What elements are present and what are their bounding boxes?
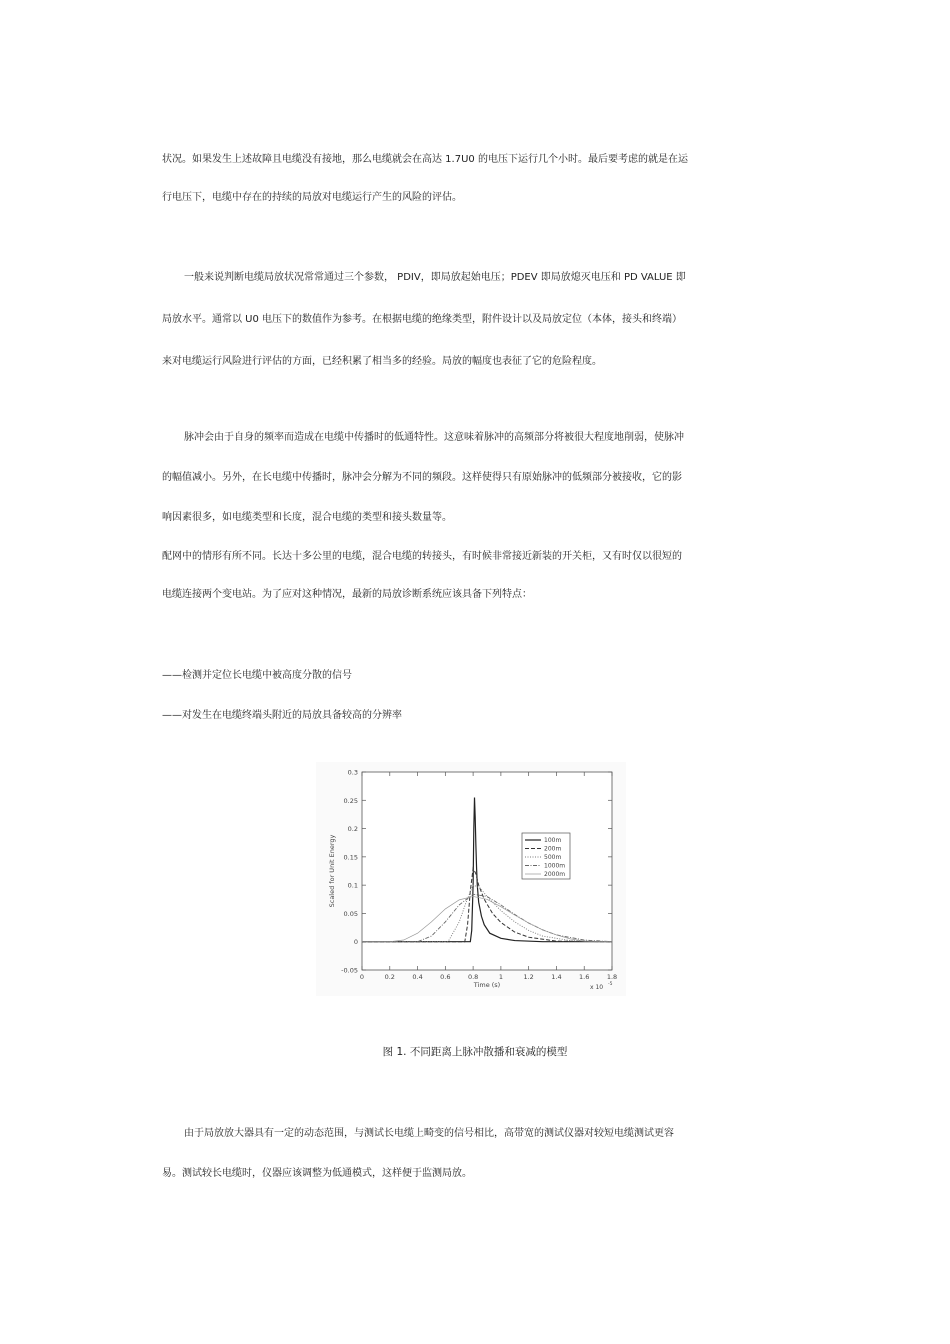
paragraph-line: 脉冲会由于自身的频率而造成在电缆中传播时的低通特性。这意味着脉冲的高频部分将被很大程度地削弱，使脉冲 <box>184 432 684 443</box>
y-tick-label: -0.05 <box>341 966 358 975</box>
x-tick-label: 1.2 <box>523 973 534 981</box>
paragraph-line: 局放水平。通常以 U0 电压下的数值作为参考。在根据电缆的绝缘类型，附件设计以及局放定位（本体，接头和终端） <box>162 314 683 325</box>
figure-pulse-dispersion <box>316 762 626 996</box>
x-tick-label: 1.8 <box>606 973 618 981</box>
legend-label: 1000m <box>544 862 566 870</box>
paragraph-1 <box>162 150 790 226</box>
paragraph-3 <box>162 428 790 548</box>
x-exponent-value: -5 <box>608 982 613 987</box>
paragraph-line: ——检测并定位长电缆中被高度分散的信号 <box>162 670 352 681</box>
y-tick-label: 0.25 <box>343 796 358 805</box>
paragraph-6 <box>162 1124 790 1204</box>
paragraph-5 <box>162 666 790 746</box>
x-exponent-label: x 10 <box>590 984 604 991</box>
legend-label: 2000m <box>544 871 566 879</box>
paragraph-line: 配网中的情形有所不同。长达十多公里的电缆，混合电缆的转接头，有时候非常接近新装的开关柜，又有时仅以很短的 <box>162 551 682 562</box>
paragraph-line: ——对发生在电缆终端头附近的局放具备较高的分辨率 <box>162 710 402 721</box>
paragraph-line: 一般来说判断电缆局放状况常常通过三个参数， PDIV，即局放起始电压；PDEV 即局放熄灭电压和 PD VALUE 即 <box>184 272 686 283</box>
y-tick-label: 0.15 <box>343 853 358 862</box>
paragraph-line: 的幅值减小。另外，在长电缆中传播时，脉冲会分解为不同的频段。这样使得只有原始脉冲的低频部分被接收，它的影 <box>162 472 682 483</box>
y-tick-label: 0.05 <box>343 909 358 918</box>
paragraph-2 <box>162 268 790 394</box>
paragraph-line: 响因素很多，如电缆类型和长度，混合电缆的类型和接头数量等。 <box>162 512 452 523</box>
paragraph-line: 行电压下，电缆中存在的持续的局放对电缆运行产生的风险的评估。 <box>162 192 462 203</box>
pulse-chart <box>316 762 626 996</box>
legend-label: 500m <box>544 854 562 862</box>
figure-caption: 图 1. 不同距离上脉冲散播和衰减的模型 <box>382 1046 568 1058</box>
legend-label: 200m <box>544 845 562 853</box>
paragraph-4 <box>162 547 790 623</box>
x-tick-label: 0 <box>359 973 365 981</box>
x-tick-label: 1.6 <box>579 973 590 981</box>
paragraph-line: 由于局放放大器具有一定的动态范围，与测试长电缆上畸变的信号相比，高带宽的测试仪器对较短电缆测试更容 <box>184 1128 674 1139</box>
x-tick-label: 0.6 <box>440 973 451 981</box>
y-tick-label: 0.3 <box>347 768 358 777</box>
x-tick-label: 0.8 <box>467 973 479 981</box>
paragraph-line: 来对电缆运行风险进行评估的方面，已经积累了相当多的经验。局放的幅度也表征了它的危险程度。 <box>162 356 602 367</box>
paragraph-line: 状况。如果发生上述故障且电缆没有接地，那么电缆就会在高达 1.7U0 的电压下运行几个小时。最后要考虑的就是在运 <box>162 154 688 165</box>
x-tick-label: 1.4 <box>551 973 562 981</box>
y-axis-label: Scaled for Unit Energy <box>328 834 336 908</box>
x-tick-label: 0.2 <box>384 973 395 981</box>
x-tick-label: 0.4 <box>412 973 423 981</box>
paragraph-line: 电缆连接两个变电站。为了应对这种情况，最新的局放诊断系统应该具备下列特点： <box>162 589 532 600</box>
y-tick-label: 0 <box>353 938 358 947</box>
y-tick-label: 0.2 <box>347 825 358 834</box>
x-tick-label: 1 <box>498 973 503 981</box>
legend-label: 100m <box>544 837 562 845</box>
x-axis-label: Time (s) <box>473 981 501 989</box>
paragraph-line: 易。测试较长电缆时，仪器应该调整为低通模式，这样便于监测局放。 <box>162 1168 472 1179</box>
y-tick-label: 0.1 <box>347 881 358 890</box>
